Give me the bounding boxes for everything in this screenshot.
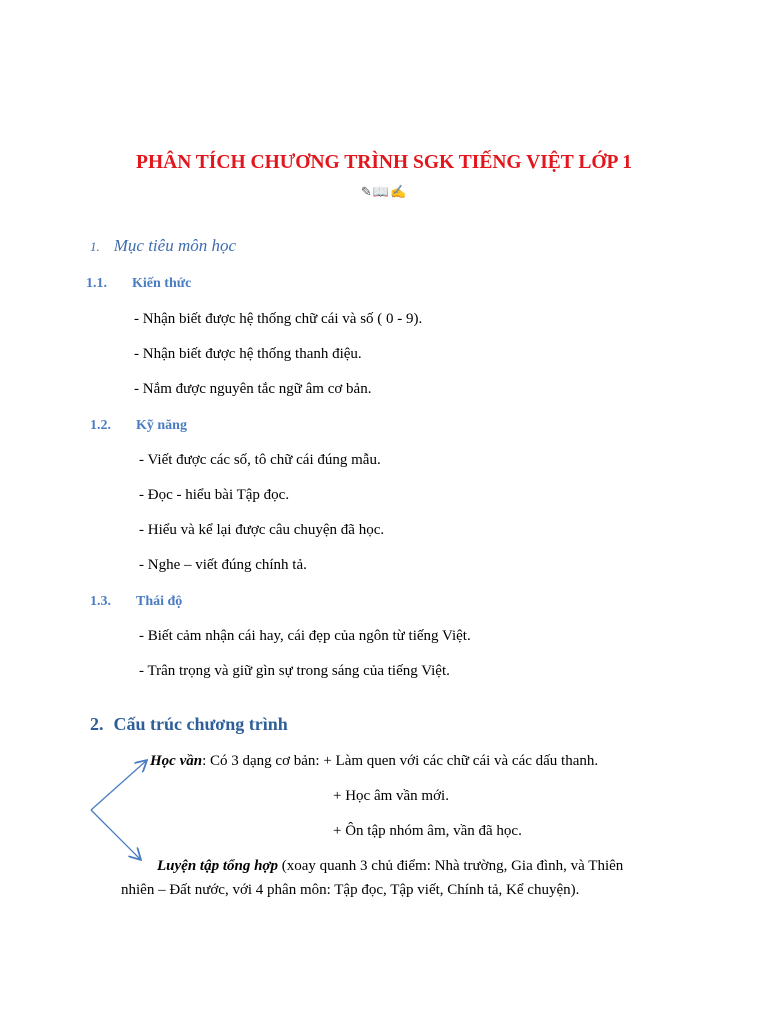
list-item: - Đọc - hiểu bài Tập đọc. xyxy=(139,487,290,503)
luyen-tap-label: Luyện tập tổng hợp xyxy=(157,858,278,874)
section-1-title: Mục tiêu môn học xyxy=(113,236,237,255)
list-item: - Trân trọng và giữ gìn sự trong sáng của tiếng Việt. xyxy=(139,663,450,679)
hoc-van-item: + Học âm vần mới. xyxy=(333,788,449,804)
list-item: - Nắm được nguyên tắc ngữ âm cơ bản. xyxy=(134,381,372,397)
list-item: - Nhận biết được hệ thống thanh điệu. xyxy=(134,346,362,362)
subsection-1-3-number: 1.3. xyxy=(90,594,111,609)
subsection-1-1-number: 1.1. xyxy=(86,276,107,291)
page-title: PHÂN TÍCH CHƯƠNG TRÌNH SGK TIẾNG VIỆT LỚP 1 xyxy=(136,152,632,173)
list-item: - Biết cảm nhận cái hay, cái đẹp của ngôn từ tiếng Việt. xyxy=(139,628,471,644)
hoc-van-text: : Có 3 dạng cơ bản: + Làm quen với các chữ cái và các dấu thanh. xyxy=(202,753,599,769)
section-2-title: Cấu trúc chương trình xyxy=(113,714,288,734)
luyen-tap-line-2: nhiên – Đất nước, với 4 phân môn: Tập đọc, Tập viết, Chính tả, Kể chuyện). xyxy=(121,882,580,898)
list-item: - Hiểu và kể lại được câu chuyện đã học. xyxy=(139,522,385,538)
subsection-1-2-number: 1.2. xyxy=(90,418,111,433)
section-1-number: 1. xyxy=(90,239,100,254)
hoc-van-item: + Ôn tập nhóm âm, vần đã học. xyxy=(333,823,522,839)
ornament-icon: ✎📖✍ xyxy=(360,184,408,199)
list-item: - Viết được các số, tô chữ cái đúng mẫu. xyxy=(139,452,381,468)
luyen-tap-text: (xoay quanh 3 chủ điểm: Nhà trường, Gia đình, và Thiên xyxy=(277,858,624,874)
subsection-1-2-title: Kỹ năng xyxy=(136,418,187,433)
subsection-1-1-title: Kiến thức xyxy=(132,276,192,291)
list-item: - Nghe – viết đúng chính tả. xyxy=(139,557,307,573)
hoc-van-label: Học vần xyxy=(150,753,203,769)
section-2-number: 2. xyxy=(90,714,104,734)
subsection-1-3-title: Thái độ xyxy=(136,594,183,609)
list-item: - Nhận biết được hệ thống chữ cái và số ( 0 - 9). xyxy=(134,311,423,327)
